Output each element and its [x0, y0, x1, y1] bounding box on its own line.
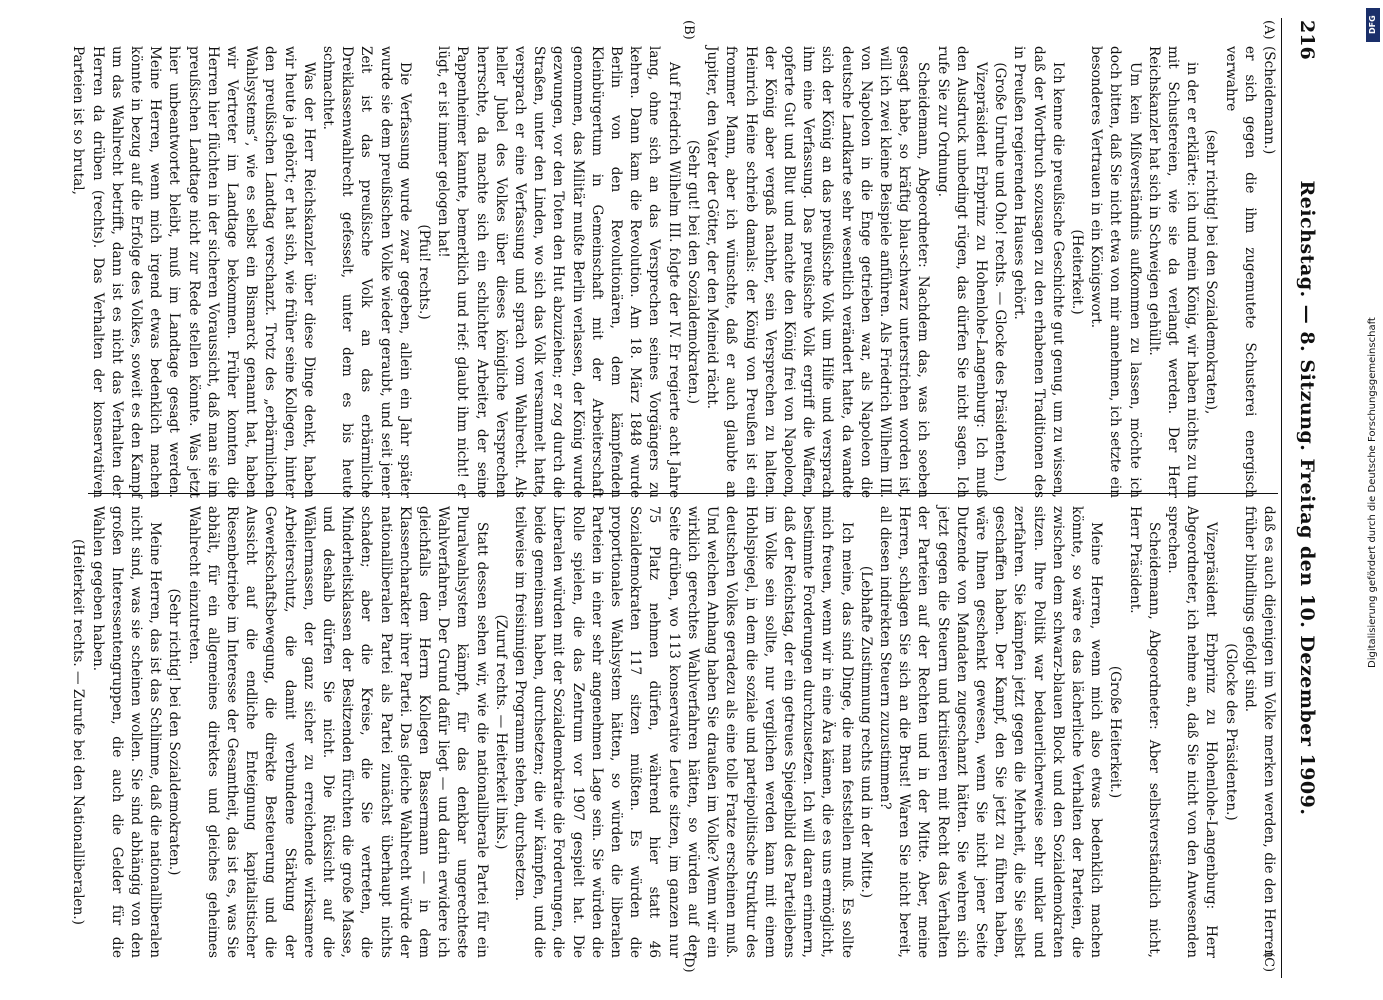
interjection: (Große Unruhe und Oho! rechts. — Glocke des Präsidenten.) [992, 62, 1009, 482]
margin-marker-a: (A) [1261, 20, 1276, 40]
margin-marker-c: (C) [1261, 952, 1276, 973]
interjection: (Lebhafte Zustimmung rechts und in der Mitte.) [857, 565, 874, 899]
interjection: (Sehr gut! bei den Sozialdemokraten.) [684, 139, 701, 405]
paragraph: Statt dessen sehen wir, wie die nationalliberale Partei für ein Pluralwahlsystem kämpft, für das denkbar ungerechteste Wahlverfahren. Der Grund dafür liegt — und darin erwidere ich gleichfalls dem Herrn Kollegen Bassermann — in dem Klassencharakter ihrer Partei. Das gleiche Wahlrecht würde der nationalliberalen Partei als Partei zunächst überhaupt nichts schaden; aber die Kreise, die Sie vertreten, die Minderheitsklassen der Besitzenden fürchten die große Masse, und deshalb dürfen Sie nicht. Die Rücksicht auf die Wählermassen, der ganz sicher zu erreichende wirksamere Arbeiterschutz, die damit verbundene Stärkung der Gewerkschaftsbewegung, die direkte Besteuerung und die Aussicht auf die endliche Enteignung kapitalistischer Riesenbetriebe im Interesse der Gesamtheit, das ist es, was Sie abhält, für ein allgemeines direktes und gleiches geheimes Wahlrecht einzutreten. [185, 506, 490, 958]
paragraph: Vizepräsident Erbprinz zu Hohenlohe-Langenburg: Ich muß den Ausdruck unbedingt rügen, das dürfen Sie nicht sagen. Ich rufe Sie zur Ordnung. [934, 46, 989, 498]
speaker-tag: (Scheidemann.) [1261, 46, 1277, 155]
paragraph: in der er erklärte: ich und mein König, wir haben nichts zu tun mit Schustereien, wie sie da verlangt werden. Der Herr Reichskanzler hat sich in Schweigen gehüllt. [1145, 46, 1201, 498]
page-header [1282, 18, 1322, 978]
interjection: (Heiterkeit.) [1068, 229, 1085, 315]
digitization-notice: Digitalisierung gefördert durch die Deutsche Forschungsgemeinschaft [1367, 317, 1378, 668]
page-number: 216 [1296, 20, 1318, 60]
margin-marker-b: (B) [681, 20, 696, 40]
margin-marker-d: (D) [681, 952, 696, 973]
left-column [70, 46, 1278, 498]
interjection: (sehr richtig! bei den Sozialdemokraten), [1203, 129, 1220, 415]
paragraph: Ich meine, das sind Dinge, die man feststellen muß. Es sollte mich freuen, wenn wir in eine Ära kämen, die es uns ermöglicht, bestimmte Forderungen durchzusetzen. Ich will daran erinnern, daß der Reichstag, der ein getreues Spiegelbild des Parteilebens im Volke sein sollte, nur verglichen werden kann mit einem Hohlspiegel, in dem die soziale und parteipolitische Struktur des deutschen Volkes geradezu als eine tolle Fratze erscheinen muß. Und welchen Anhang haben Sie draußen im Volke? Wenn wir ein wirklich gerechtes Wahlverfahren hätten, so würden auf der Seite drüben, wo 113 konservative Leute sitzen, im ganzen nur 75 Platz nehmen dürfen, während hier statt 46 Sozialdemokraten 117 sitzen müßten. Es würden die proportionales Wahlsystem hätten, so würden die liberalen Parteien in einer sehr angenehmen Lage sein. Sie würden die Rolle spielen, die das Zentrum vor 1907 gespielt hat. Die Liberalen würden mit der Sozialdemokratie die Forderungen, die beide gemeinsam haben, durchsetzen; die wir kämpfen, und die teilweise im freisinnigen Programm stehen, durchsetzen. [512, 506, 855, 958]
interjection: (Heiterkeit rechts. — Zurufe bei den Nationalliberalen.) [70, 539, 87, 925]
dfg-logo: DFG [1366, 8, 1380, 42]
paragraph: er sich gegen die ihm zugemutete Schusterei energisch verwahre [1222, 46, 1258, 498]
paragraph: daß es auch diejenigen im Volke merken werden, die den Herren früher blindlings gefolgt sind. [1241, 506, 1277, 958]
interjection: (Zuruf rechts. — Heiterkeit links.) [492, 614, 509, 850]
interjection: (Große Heiterkeit.) [1107, 665, 1124, 799]
paragraph: Auf Friedrich Wilhelm III. folgte der IV. Er regierte acht Jahre lang, ohne sich an das Versprechen seines Vorgängers zu kehren. Dann kam die Revolution. Am 18. März 1848 wurde Berlin von den Revolutionären, dem kämpfenden Kleinbürgertum in Gemeinschaft mit der Arbeiterschaft genommen, das Militär mußte Berlin verlassen, der König wurde gezwungen, vor den Toten den Hut abzuziehen; er zog durch die Straßen, unter den Linden, wo sich das Volk versammelt hatte, versprach er eine Verfassung und sprach vom Wahlrecht. Als heller Jubel des Volkes über dieses königliche Versprechen herrschte, da machte sich ein schlichter Arbeiter, der seine Pappenheimer kannte, bemerklich und rief: glaubt ihm nicht! er lügt, er ist immer gelogen hat! [435, 46, 682, 498]
page-title: Reichstag. — 8. Sitzung. Freitag den 10. Dezember 1909. [1296, 180, 1318, 816]
paragraph: Scheidemann, Abgeordneter: Aber selbstverständlich nicht, Herr Präsident. [1126, 506, 1162, 958]
paragraph: Vizepräsident Erbprinz zu Hohenlohe-Langenburg: Herr Abgeordneter, ich nehme an, daß Sie nicht von den Anwesenden sprechen. [1164, 506, 1220, 958]
header-rule [1281, 18, 1282, 978]
interjection: (Sehr richtig! bei den Sozialdemokraten.) [166, 588, 183, 876]
interjection: (Pfui! rechts.) [416, 224, 433, 320]
scanned-page [42, 18, 1322, 978]
paragraph: Meine Herren, wenn mich also etwas bedenklich machen könnte, so wäre es das lächerliche Verhalten der Parteien, die zwischen dem schwarz-blauen Block und den Sozialdemokraten sitzen. Ihre Politik war bedauerlicherweise sehr unklar und zerfahren. Sie kämpfen jetzt gegen die Mehrheit, die Sie selbst geschaffen haben. Der Kampf, den Sie jetzt zu führen haben, wäre Ihnen geschenkt gewesen, wenn Sie nicht jener Seite Dutzende von Mandaten zugeschanzt hätten. Sie wehren sich jetzt gegen die Steuern und kritisieren mit Recht das Verhalten der Parteien auf der Rechten und in der Mitte. Aber, meine Herren, schlagen Sie sich an die Brust! Waren Sie nicht bereit, all diesen indirekten Steuern zuzustimmen? [876, 506, 1105, 958]
paragraph: Meine Herren, das ist das Schlimme, daß die nationalliberalen nicht sind, was sie scheinen wollen. Sie sind abhängig von den großen Interessentengruppen, die auch die Gelder für die Wahlen gegeben haben. [89, 506, 164, 958]
paragraph: Um kein Mißverständnis aufkommen zu lassen, möchte ich doch bitten, daß Sie nicht etwa von mir annehmen, ich setzte ein besonderes Vertrauen in ein Königswort. [1088, 46, 1143, 498]
column-divider [88, 493, 1278, 494]
interjection: (Glocke des Präsidenten.) [1222, 643, 1239, 821]
right-column [70, 506, 1278, 958]
paragraph: Ich kenne die preußische Geschichte gut genug, um zu wissen, daß der Wortbruch sozusagen zu den erhabenen Traditionen des in Preußen regierenden Hauses gehört. [1011, 46, 1066, 498]
paragraph: Die Verfassung wurde zwar gegeben, allein ein Jahr später wurde sie dem preußischen Volke wieder geraubt, und seit jener Zeit ist das preußische Volk an das erbärmliche Dreiklassenwahlrecht gefesselt, unter dem es bis heute schmachtet. [320, 46, 413, 498]
paragraph: Was der Herr Reichskanzler über diese Dinge denkt, haben wir heute ja gehört; er hat sich, wie früher seine Kollegen, hinter den preußischen Landtag verschanzt. Trotz des „erbärmlichen Wahlsystems“, wie es selbst ein Bismarck genannt hat, haben wir Vertreter im Landtage bekommen. Früher konnten die Herren hier flüchten in der sicheren Voraussicht, daß man sie im preußischen Landtage nicht zur Rede stellen könnte. Was jetzt hier unbeantwortet bleibt, muß im Landtage gesagt werden. Meine Herren, wenn mich irgend etwas bedenklich machen könnte in bezug auf die Erfolge des Volkes, soweit es den Kampf um das Wahlrecht betrifft, dann ist es nicht das Verhalten der Herren da drüben (rechts). Das Verhalten der konservativen Parteien ist so brutal, [70, 46, 317, 498]
paragraph: Scheidemann, Abgeordneter: Nachdem das, was ich soeben gesagt habe, so kräftig blau-schwarz unterstrichen worden ist, will ich zwei kleine Beispiele anführen. Als Friedrich Wilhelm III. von Napoleon in die Enge getrieben war, als Napoleon die deutsche Landkarte sehr wesentlich verändert hatte, da wandte sich der König an das preußische Volk um Hilfe und versprach ihm eine Verfassung. Das preußische Volk ergriff die Waffen, opferte Gut und Blut und machte den König frei von Napoleon, der König aber vergaß nachher, sein Versprechen zu halten. Heinrich Heine schrieb damals: der König von Preußen ist ein frommer Mann, aber ich wünschte, daß er auch glaubte an Jupiter, den Vater der Götter, der den Meineid rächt. [704, 46, 932, 498]
